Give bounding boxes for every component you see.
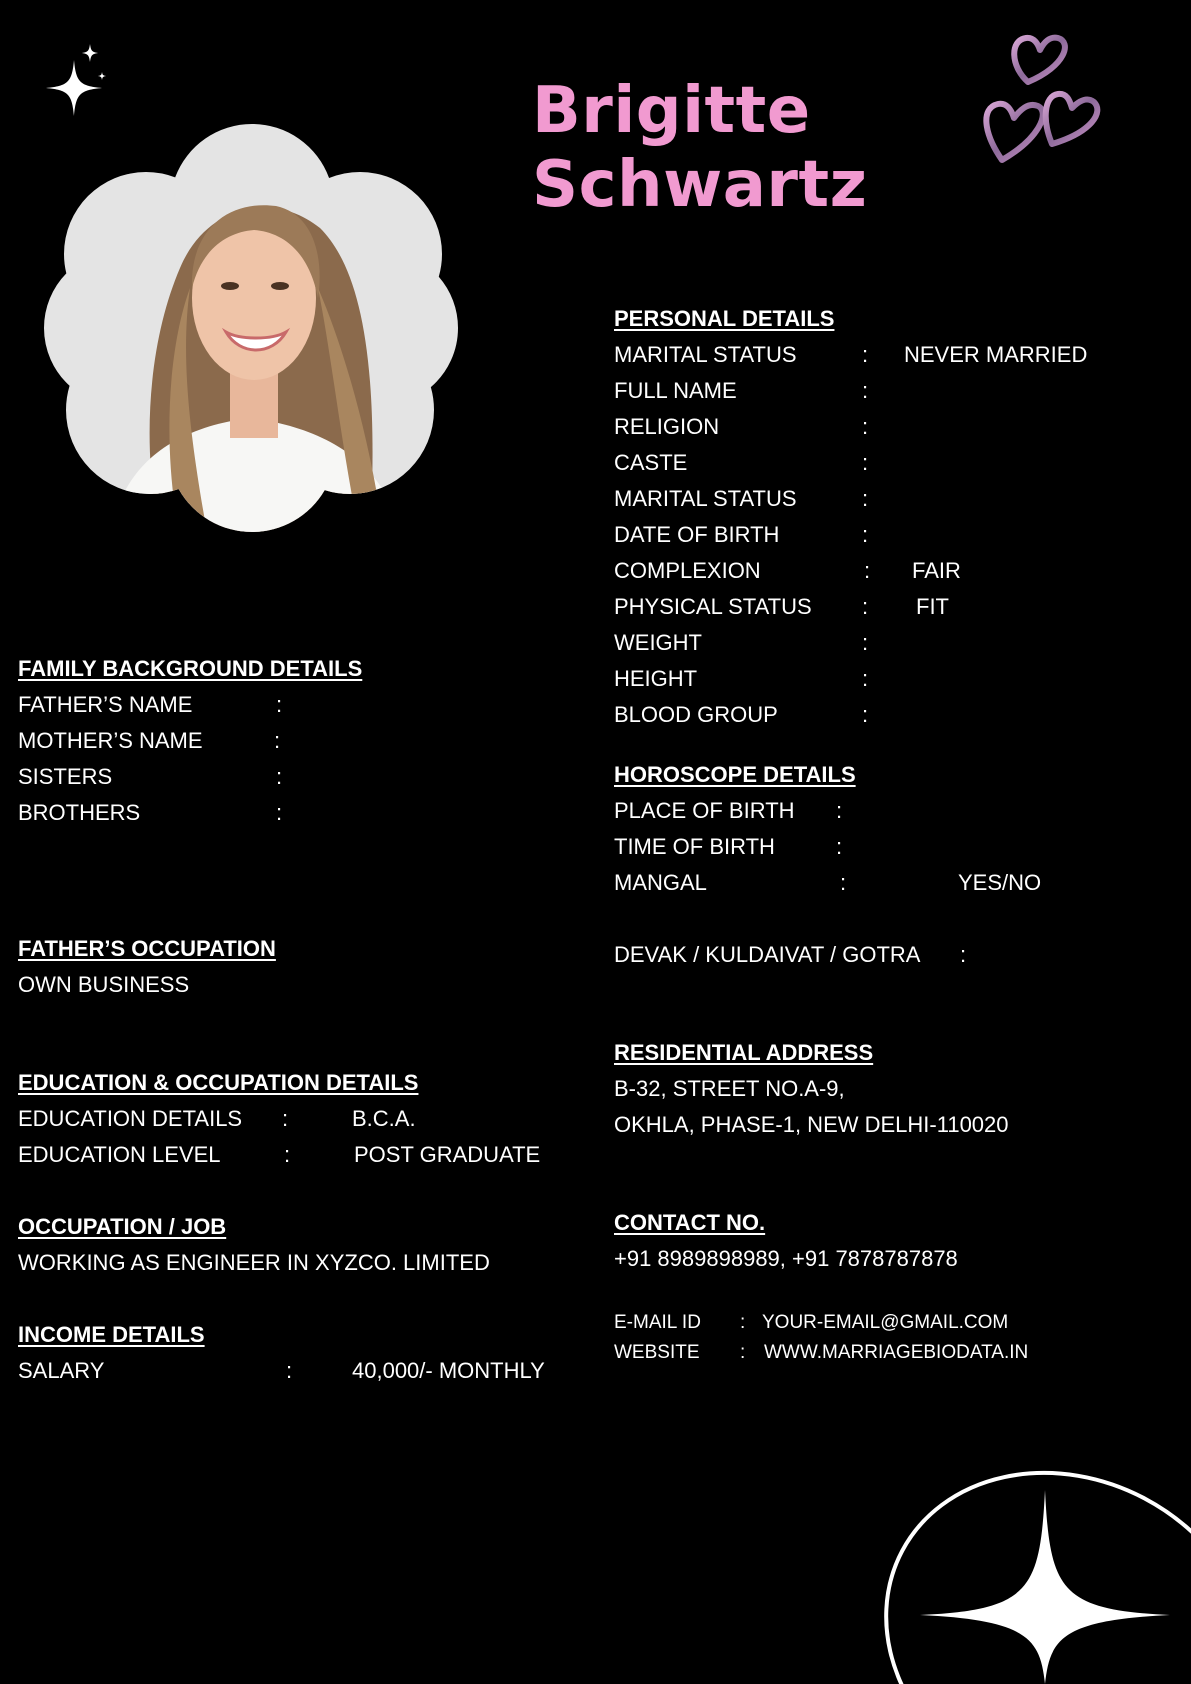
income-title: INCOME DETAILS xyxy=(18,1322,205,1347)
sparkle-icon xyxy=(40,42,112,126)
personal-sep: : xyxy=(862,342,869,367)
personal-label: FULL NAME xyxy=(614,378,737,403)
personal-sep: : xyxy=(862,702,869,727)
education-label: EDUCATION DETAILS xyxy=(18,1106,243,1131)
email-label: E-MAIL ID xyxy=(614,1312,701,1333)
occupation-title: OCCUPATION / JOB xyxy=(18,1214,227,1239)
personal-label: BLOOD GROUP xyxy=(614,702,778,727)
contact-phones: +91 8989898989, +91 7878787878 xyxy=(614,1246,958,1271)
personal-label: RELIGION xyxy=(614,414,720,439)
email-value[interactable]: YOUR-EMAIL@GMAIL.COM xyxy=(762,1312,1009,1333)
personal-value: NEVER MARRIED xyxy=(904,342,1088,367)
horoscope-label: PLACE OF BIRTH xyxy=(614,798,795,823)
address-line1: B-32, STREET NO.A-9, xyxy=(614,1076,845,1101)
horoscope-sep: : xyxy=(836,834,843,859)
star-orbit-icon xyxy=(840,1440,1191,1684)
personal-label: DATE OF BIRTH xyxy=(614,522,780,547)
income-value: 40,000/- MONTHLY xyxy=(352,1358,545,1383)
education-sep: : xyxy=(284,1142,291,1167)
personal-value: FAIR xyxy=(912,558,961,583)
income-sep: : xyxy=(286,1358,293,1383)
family-label: FATHER’S NAME xyxy=(18,692,193,717)
personal-label: WEIGHT xyxy=(614,630,702,655)
address-line2: OKHLA, PHASE-1, NEW DELHI-110020 xyxy=(614,1112,1009,1137)
personal-label: MARITAL STATUS xyxy=(614,342,797,367)
website-value[interactable]: WWW.MARRIAGEBIODATA.IN xyxy=(764,1342,1029,1363)
horoscope-label: TIME OF BIRTH xyxy=(614,834,775,859)
personal-label: CASTE xyxy=(614,450,688,475)
horoscope-sep: : xyxy=(836,798,843,823)
personal-sep: : xyxy=(862,378,869,403)
horoscope-value: YES/NO xyxy=(958,870,1042,895)
horoscope-details-title: HOROSCOPE DETAILS xyxy=(614,762,856,787)
income-row xyxy=(18,1358,578,1388)
profile-first-name: Brigitte xyxy=(532,74,811,148)
horoscope-sep: : xyxy=(840,870,847,895)
income-label: SALARY xyxy=(18,1358,105,1383)
personal-sep: : xyxy=(862,450,869,475)
website-sep: : xyxy=(740,1342,746,1363)
family-sep: : xyxy=(276,800,283,825)
profile-photo xyxy=(40,118,464,538)
family-sep: : xyxy=(276,764,283,789)
profile-last-name: Schwartz xyxy=(532,148,868,222)
hearts-icon xyxy=(982,30,1104,170)
personal-details-title: PERSONAL DETAILS xyxy=(614,306,835,331)
personal-sep: : xyxy=(862,630,869,655)
personal-sep: : xyxy=(862,522,869,547)
education-title: EDUCATION & OCCUPATION DETAILS xyxy=(18,1070,419,1095)
email-sep: : xyxy=(740,1312,746,1333)
education-value: B.C.A. xyxy=(352,1106,416,1131)
devak-sep: : xyxy=(960,942,967,967)
personal-label: MARITAL STATUS xyxy=(614,486,797,511)
father-occupation-value: OWN BUSINESS xyxy=(18,972,190,997)
devak-label: DEVAK / KULDAIVAT / GOTRA xyxy=(614,942,921,967)
website-label: WEBSITE xyxy=(614,1342,700,1363)
contact-email-row xyxy=(614,1312,1174,1338)
personal-label: HEIGHT xyxy=(614,666,698,691)
family-label: BROTHERS xyxy=(18,800,141,825)
address-title: RESIDENTIAL ADDRESS xyxy=(614,1040,874,1065)
family-title: FAMILY BACKGROUND DETAILS xyxy=(18,656,363,681)
horoscope-label: MANGAL xyxy=(614,870,707,895)
personal-sep: : xyxy=(864,558,871,583)
personal-sep: : xyxy=(862,486,869,511)
father-occupation-title: FATHER’S OCCUPATION xyxy=(18,936,276,961)
contact-title: CONTACT NO. xyxy=(614,1210,766,1235)
personal-label: COMPLEXION xyxy=(614,558,761,583)
family-label: MOTHER’S NAME xyxy=(18,728,203,753)
personal-sep: : xyxy=(862,594,869,619)
contact-website-row xyxy=(614,1342,1174,1368)
education-label: EDUCATION LEVEL xyxy=(18,1142,221,1167)
family-sep: : xyxy=(276,692,283,717)
personal-sep: : xyxy=(862,414,869,439)
family-sep: : xyxy=(274,728,281,753)
family-label: SISTERS xyxy=(18,764,113,789)
personal-sep: : xyxy=(862,666,869,691)
education-value: POST GRADUATE xyxy=(354,1142,541,1167)
personal-label: PHYSICAL STATUS xyxy=(614,594,812,619)
education-sep: : xyxy=(282,1106,289,1131)
personal-value: FIT xyxy=(916,594,949,619)
occupation-value: WORKING AS ENGINEER IN XYZCO. LIMITED xyxy=(18,1250,490,1275)
